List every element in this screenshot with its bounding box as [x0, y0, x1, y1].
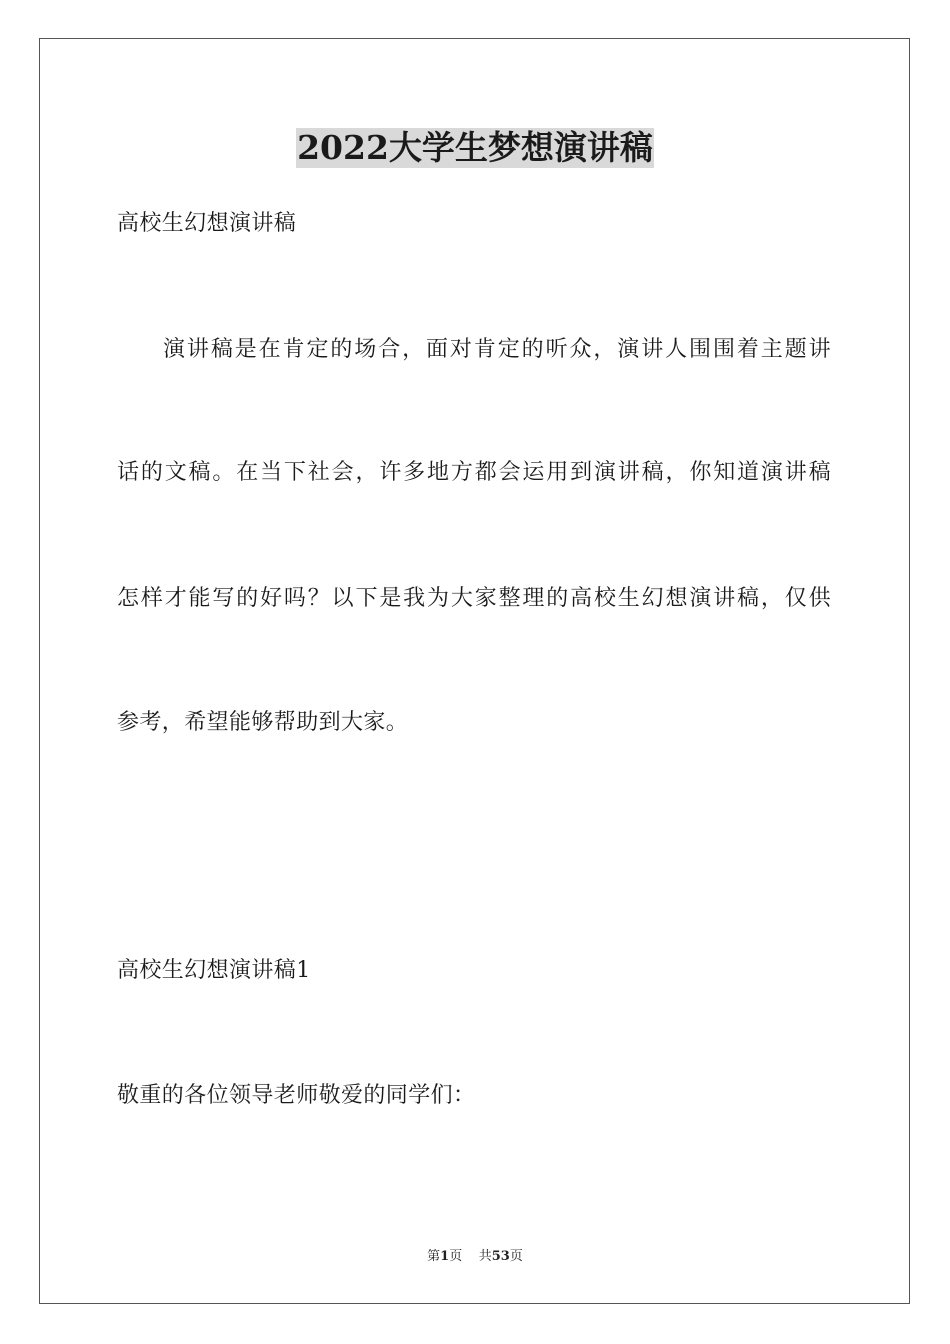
footer-prefix: 第 [427, 1249, 441, 1264]
footer-page-number: 1 [440, 1249, 450, 1264]
document-title [0, 128, 950, 168]
footer-total-suffix: 页 [509, 1249, 523, 1264]
footer-total-prefix: 共 [478, 1249, 492, 1264]
document-subtitle: 高校生幻想演讲稿 [117, 211, 297, 236]
paragraph-line-4: 参考，希望能够帮助到大家。 [117, 710, 409, 735]
page-footer [0, 1249, 950, 1265]
paragraph-line-3: 怎样才能写的好吗？以下是我为大家整理的高校生幻想演讲稿，仅供 [117, 586, 831, 611]
document-title-text: 2022大学生梦想演讲稿 [297, 128, 653, 167]
paragraph-line-2: 话的文稿。在当下社会，许多地方都会运用到演讲稿，你知道演讲稿 [117, 460, 831, 485]
footer-page-suffix: 页 [449, 1249, 463, 1264]
paragraph-line-1: 演讲稿是在肯定的场合，面对肯定的听众，演讲人围围着主题讲 [163, 337, 831, 362]
section-heading: 高校生幻想演讲稿1 [117, 958, 311, 983]
footer-total-pages: 53 [491, 1249, 510, 1264]
salutation: 敬重的各位领导老师敬爱的同学们： [117, 1083, 476, 1108]
